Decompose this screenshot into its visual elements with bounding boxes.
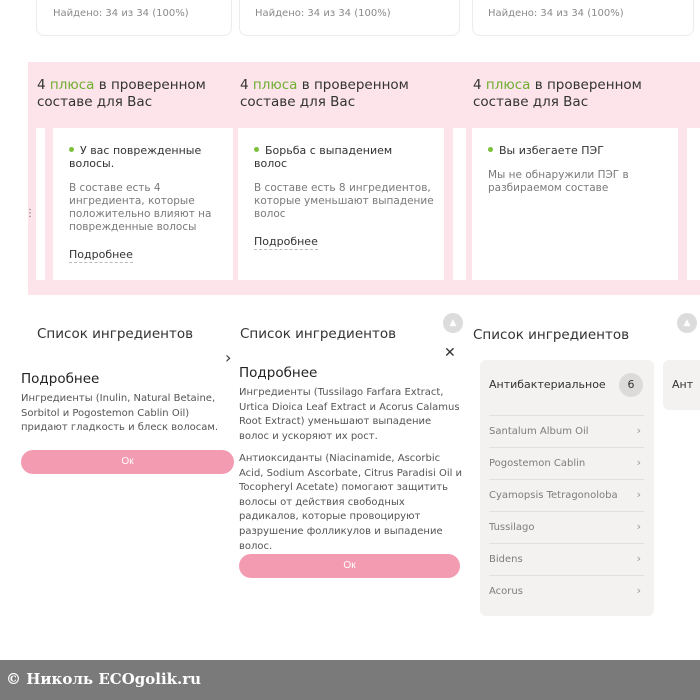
- details-sheet-2: [234, 344, 466, 590]
- ingredient-row[interactable]: Pogostemon Cablin ›: [489, 447, 644, 479]
- chevron-right-icon: ›: [636, 456, 641, 469]
- sheet-text: Ингредиенты (Inulin, Natural Betaine, Sorbitol и Pogostemon Cablin Oil) придают гладкость и блеск волосам.: [21, 393, 219, 434]
- ok-button[interactable]: Ок: [21, 450, 234, 474]
- found-card-2: [239, 0, 460, 36]
- details-sheet-1: [0, 344, 234, 494]
- plus-title-3: 4 плюса в проверенном составе для Вас: [473, 77, 642, 110]
- bullet-dot-icon: [488, 147, 493, 152]
- plus-word: плюса: [49, 77, 95, 93]
- ingredient-row[interactable]: Tussilago ›: [489, 511, 644, 543]
- scroll-up-icon[interactable]: ▲: [443, 313, 463, 333]
- found-card-1: [36, 0, 232, 36]
- benefit-title: Вы избегаете ПЭГ: [488, 144, 668, 157]
- benefit-card-edge: [36, 128, 45, 280]
- chevron-right-icon: ›: [636, 488, 641, 501]
- plus-word: плюса: [252, 77, 298, 93]
- plus-title-1: 4 плюса в проверенном составе для Вас: [37, 77, 206, 110]
- next-category-title: Ант: [672, 378, 694, 391]
- sheet-text: Ингредиенты (Tussilago Farfara Extract, Urtica Dioica Leaf Extract и Acorus Calamus Root Extract) уменьшают выпадение волос и ускоряют их рост.: [239, 387, 460, 442]
- benefit-title: Борьба с выпадением волос: [254, 144, 393, 170]
- close-icon[interactable]: ✕: [444, 345, 456, 361]
- found-text: Найдено: 34 из 34 (100%): [255, 8, 391, 19]
- ingredients-title-2: Список ингредиентов: [240, 326, 397, 342]
- benefit-card-3: [472, 128, 678, 280]
- chevron-right-icon[interactable]: ›: [225, 348, 232, 367]
- panel-title: Антибактериальное: [489, 378, 606, 391]
- ingredient-row[interactable]: Santalum Album Oil ›: [489, 415, 644, 447]
- ingredient-row[interactable]: Acorus ›: [489, 575, 644, 607]
- watermark-bar: [0, 660, 700, 700]
- scroll-up-icon[interactable]: ▲: [677, 313, 697, 333]
- sheet-text: Антиоксиданты (Niacinamide, Ascorbic Acid, Sodium Ascorbate, Citrus Paradisi Oil и Tocopheryl Acetate) помогают защитить волосы от действия свободных радикалов, которые провоцируют разрушение фолликулов и выпадение волос.: [239, 453, 463, 552]
- ingredient-row[interactable]: Cyamopsis Tetragonoloba ›: [489, 479, 644, 511]
- benefit-title: У вас поврежденные волосы.: [69, 144, 202, 170]
- scroll-dots-icon: ⋮: [25, 208, 35, 219]
- ok-button[interactable]: Ок: [239, 554, 460, 578]
- sheet-title: Подробнее: [21, 371, 100, 387]
- ingredients-title-3: Список ингредиентов: [473, 327, 630, 343]
- plus-word: плюса: [485, 77, 531, 93]
- watermark-text: © Николь ECOgolik.ru: [6, 670, 202, 688]
- benefit-card-1: [53, 128, 233, 280]
- found-text: Найдено: 34 из 34 (100%): [488, 8, 624, 19]
- benefit-body: В составе есть 8 ингредиентов, которые уменьшают выпадение волос: [254, 182, 434, 220]
- more-link[interactable]: Подробнее: [69, 248, 133, 261]
- found-text: Найдено: 34 из 34 (100%): [53, 8, 189, 19]
- benefit-card-edge: [453, 128, 466, 280]
- ingredients-title-1: Список ингредиентов: [37, 326, 194, 342]
- plus-title-2: 4 плюса в проверенном составе для Вас: [240, 77, 409, 110]
- benefit-card-edge: [687, 128, 700, 280]
- chevron-right-icon: ›: [636, 520, 641, 533]
- chevron-right-icon: ›: [636, 584, 641, 597]
- benefit-body: В составе есть 4 ингредиента, которые положительно влияют на поврежденные волосы: [69, 182, 212, 233]
- count-badge: 6: [619, 373, 643, 397]
- antibacterial-panel: [480, 360, 654, 616]
- chevron-right-icon: ›: [636, 424, 641, 437]
- benefit-card-2: [238, 128, 444, 280]
- next-category-panel[interactable]: [663, 360, 700, 410]
- bullet-dot-icon: [69, 147, 74, 152]
- ingredient-row[interactable]: Bidens ›: [489, 543, 644, 575]
- bullet-dot-icon: [254, 147, 259, 152]
- found-card-3: [472, 0, 694, 36]
- more-link[interactable]: Подробнее: [254, 235, 318, 248]
- sheet-title: Подробнее: [239, 365, 318, 381]
- chevron-right-icon: ›: [636, 552, 641, 565]
- benefit-body: Мы не обнаружили ПЭГ в разбираемом составе: [488, 169, 629, 194]
